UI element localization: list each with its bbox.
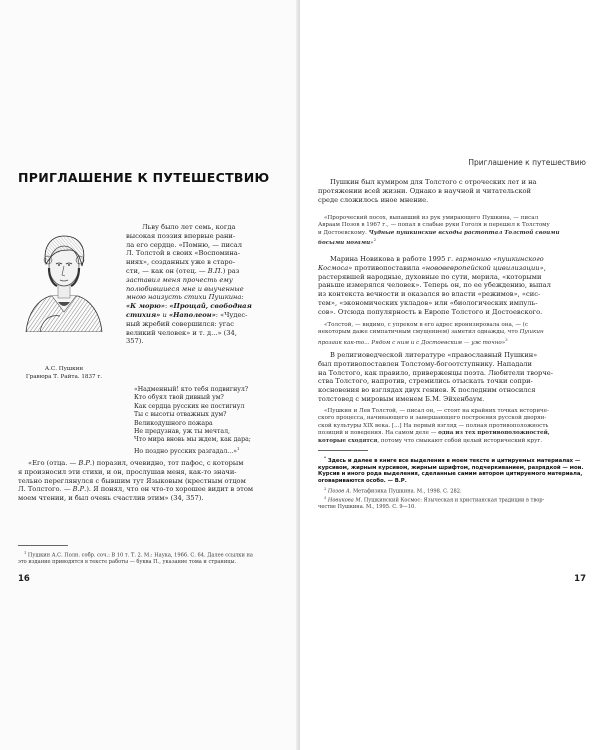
italic-run: и	[160, 310, 169, 319]
poem-line: «Надменный! кто тебя подвигнул?	[134, 386, 249, 393]
text-run: противопоставила	[352, 263, 422, 272]
body-line: был противопоставлен Толстому-богоотступнику. Нападали	[318, 359, 533, 368]
quote-line	[318, 230, 583, 237]
body-line: среде сложилось иное мнение.	[318, 195, 429, 204]
bold-italic-run: «Наполеон»	[168, 310, 216, 319]
italic-run: Позов А.	[327, 488, 352, 495]
page-number-right: 17	[574, 574, 586, 584]
body-line	[18, 485, 284, 494]
body-line: тем», «экономических укладов» или «биологических импуль-	[318, 298, 538, 307]
body-line: тельно переглянулся с бывшим тут Языковым (крестным отцом	[18, 476, 246, 485]
text-run: и Достоевскому.	[318, 229, 369, 236]
footnote-line	[318, 486, 586, 495]
footnote-line	[318, 455, 586, 465]
italic-run: полюбившиеся мне и выученные	[126, 284, 244, 293]
portrait-caption-name: А.С. Пушкин	[44, 366, 84, 372]
text-run: Здесь и далее в книге все выделения в моем тексте и цитируемых материалах —	[327, 457, 581, 464]
footnote-mark: 2	[324, 486, 327, 491]
poem-line: Не предузнав, уж ты мечтал,	[134, 428, 231, 436]
body-line	[318, 255, 584, 264]
italic-run: мною наизусть стихи Пушкина:	[126, 293, 244, 302]
intro-line	[126, 267, 284, 276]
text-run: «Его (отца. —	[28, 459, 79, 467]
text-run: , потому что смыкают собой целый исторический круг.	[377, 437, 543, 444]
text-run: Марина Новикова в работе 1995 г.	[330, 255, 456, 263]
after-poem-paragraph	[18, 459, 284, 503]
chapter-title: ПРИГЛАШЕНИЕ К ПУТЕШЕСТВИЮ	[18, 170, 270, 185]
intro-line: Л. Толстой в своих «Воспомина-	[126, 249, 241, 258]
quote-line: Авраам Позов в 1967 г., — попал в слабые руки Гоголя и перешел к Толстому	[318, 222, 550, 229]
text-run: некоторым даже симпатичным смущением) заметил однажды, что	[318, 329, 520, 336]
bold-run: которые сходятся	[318, 437, 378, 444]
quote-line: ской культуры XIX века. [...] На первый взгляд — полная противоположность	[318, 422, 549, 429]
intro-line: ный жребий совершился: угас	[126, 319, 235, 328]
footnote-line	[18, 550, 286, 559]
poem-line: Кто обуял твой дивный ум?	[134, 394, 224, 402]
quote-line	[318, 329, 583, 336]
intro-line	[126, 293, 284, 302]
body-line: Пушкин был кумиром для Толстого с отроческих лет и на	[330, 178, 537, 186]
body-line: В религиоведческой литературе «православный Пушкин»	[330, 351, 538, 359]
author-initials: В.Р.	[72, 485, 87, 494]
body-line: на Толстого, как правило, приверженцы поэта. Любители творче-	[318, 368, 553, 377]
italic-run: гармонию «пушкинского	[455, 255, 544, 263]
footnote-mark: 1	[24, 551, 27, 555]
footnotes-right	[318, 455, 586, 511]
footnote-mark: 3	[324, 496, 327, 501]
text-run: :	[164, 302, 170, 311]
body-line	[318, 264, 584, 273]
quote-novikova	[318, 322, 583, 347]
text-run: ,	[543, 263, 546, 272]
poem-quote	[134, 386, 289, 456]
bold-italic-run: «К морю»	[126, 302, 165, 311]
poem-line: Ты с высоты отважных дум?	[134, 411, 227, 419]
portrait-engraving-image	[20, 220, 108, 332]
text-run: ) поразил, очевидно, тот пафос, с которым	[92, 459, 244, 467]
footnote-line: это издание приводятся в тексте работы — буква П., указание тома и страницы.	[18, 559, 237, 566]
italic-run: Пушкин	[519, 329, 544, 336]
quote-line: «Толстой, — видимо, с упреком в его адрес иронизировала она, — (с	[324, 322, 529, 328]
body-line: я произносил эти стихи, и он, прослушав меня, как-то значи-	[18, 467, 237, 476]
text-run: сти, — как он (отец. —	[126, 266, 208, 275]
body-line: протяжении всей жизни. Однако в научной и читательской	[318, 186, 532, 195]
footnote-ref[interactable]: 1	[237, 445, 240, 451]
quote-line: «Пророческий посох, выпавший из рук умирающего Пушкина, — писал	[324, 215, 539, 221]
footnote-rule	[318, 450, 368, 451]
quote-line: ского процесса, начинающего и завершающего построения русской дворян-	[318, 415, 547, 422]
pushkin-portrait	[20, 220, 108, 332]
italic-run: прозаик как-то... Рядом с ним и с Достоевским — уж точно	[318, 339, 502, 346]
italic-run: «нововевропейской цивилизации»	[421, 263, 544, 272]
bold-italic-run: стихия»	[126, 310, 161, 319]
text-run: позиций и поведения. На самом деле —	[318, 430, 439, 437]
intro-line: ла его сердце. «Помню, — писал	[126, 240, 242, 249]
body-line: толстовед с мировым именем Б.М. Эйхенбаум.	[318, 394, 485, 403]
intro-line	[126, 285, 284, 294]
footnote-line: честве Пушкина. М., 1995. С. 9—10.	[318, 504, 416, 511]
body-line: растерявшей народные, духовные по сути, мерила, «которыми	[318, 272, 542, 281]
bold-italic-run: Чудные пушкинские всходы растоптал Толстой своими	[368, 229, 560, 236]
body-line: косновения во взглядах двух гениев. К последним относился	[318, 386, 536, 395]
poem-line: Что мира вновь мы ждем, как дара;	[134, 436, 251, 444]
poem-line: Как сердца русских не постигнул	[134, 402, 245, 410]
intro-line	[126, 276, 284, 285]
text-run: ). Я понял, что он что-то хорошее видит в этом	[86, 485, 254, 494]
intro-line: ниях», созданных уже в старо-	[126, 258, 235, 267]
body-line: из контекста вечности и оказался во власти «режимов», «сис-	[318, 290, 541, 299]
footnote-line: Курсив и иного рода выделения, сделанные самим автором цитируемого материала,	[318, 471, 583, 478]
quote-line	[318, 430, 583, 437]
text-run: Но поздно русских разгадал...»	[134, 447, 237, 455]
author-initials: В.П.	[207, 266, 223, 275]
intro-line: великий человек» и т. д...» (34,	[126, 328, 237, 337]
quote-eikhenbaum	[318, 408, 583, 445]
quote-line	[318, 438, 583, 445]
portrait-caption-source: Гравюра Т. Райта. 1837 г.	[25, 374, 103, 380]
text-run: ) раз	[222, 266, 240, 275]
footnote-line: курсивом, жирным курсивом, жирным шрифтом, подчеркиванием, разрядкой — мои.	[318, 464, 584, 471]
poem-line: Великодушного пожара	[134, 419, 213, 427]
right-page	[300, 0, 600, 750]
body-line: моем чтении, и был очень счастлив этим» (34, 357).	[18, 494, 204, 503]
italic-run: Космоса»	[318, 263, 353, 272]
footnote-line	[318, 495, 586, 504]
text-run: : «Чудес-	[215, 310, 248, 319]
intro-line: высокая поэзия впервые рани-	[126, 231, 236, 240]
text-run: Л. Толстого. —	[18, 485, 73, 494]
italic-run: Новикова М.	[327, 497, 363, 504]
text-run: Пушкин А.С. Полн. собр. соч.: В 10 т. Т. 2. М.: Наука, 1966. С. 64. Далее ссылки на	[27, 552, 253, 559]
body-line: раньше измерялся человек». Теперь он, по ее убеждению, выпал	[318, 281, 551, 290]
footnotes-left	[18, 550, 286, 566]
quote-line: «Пушкин и Лев Толстой, — писал он, — стоят на крайних точках историче-	[324, 408, 549, 414]
footnote-ref[interactable]: 3	[505, 337, 508, 342]
text-run: Метафизика Пушкина. М., 1998. С. 282.	[351, 488, 462, 495]
footnote-ref[interactable]: 2	[373, 238, 376, 243]
body-line	[18, 459, 284, 468]
quote-posov	[318, 215, 583, 247]
body-line: сов». Отсюда популярность в Европе Толстого и Достоевского.	[318, 307, 543, 316]
paragraph-3	[318, 351, 584, 404]
intro-paragraph	[126, 223, 284, 346]
running-header: Приглашение к путешествию	[468, 158, 586, 167]
bold-italic-run: босыми ногами	[318, 240, 371, 247]
author-initials: В.Р.	[78, 459, 92, 467]
bold-run: одна из тех противоположностей,	[438, 430, 550, 437]
page-number-left: 16	[18, 574, 30, 584]
bold-italic-run: «Прощай, свободная	[169, 302, 252, 311]
footnote-line: оговариваются особо. — В.Р.	[318, 478, 407, 485]
quote-line	[318, 237, 583, 247]
paragraph-1	[318, 178, 584, 204]
footnote-rule	[18, 545, 68, 546]
text-run: Пушкинский Космос: Языческая и христианская традиции в твор-	[362, 497, 545, 504]
text-run: »	[370, 240, 374, 247]
italic-run: заставил меня прочесть ему	[126, 275, 233, 284]
body-line: ства Толстого, напротив, стремились отыскать точки сопри-	[318, 377, 533, 386]
text-run: »	[501, 339, 506, 346]
footnote-mark: *	[324, 455, 326, 460]
intro-line: 357).	[126, 337, 144, 346]
intro-line	[126, 302, 284, 311]
intro-line: Льву было лет семь, когда	[142, 223, 236, 231]
intro-line	[126, 311, 284, 320]
poem-line	[134, 445, 289, 456]
quote-line	[318, 337, 583, 347]
paragraph-2	[318, 255, 584, 317]
